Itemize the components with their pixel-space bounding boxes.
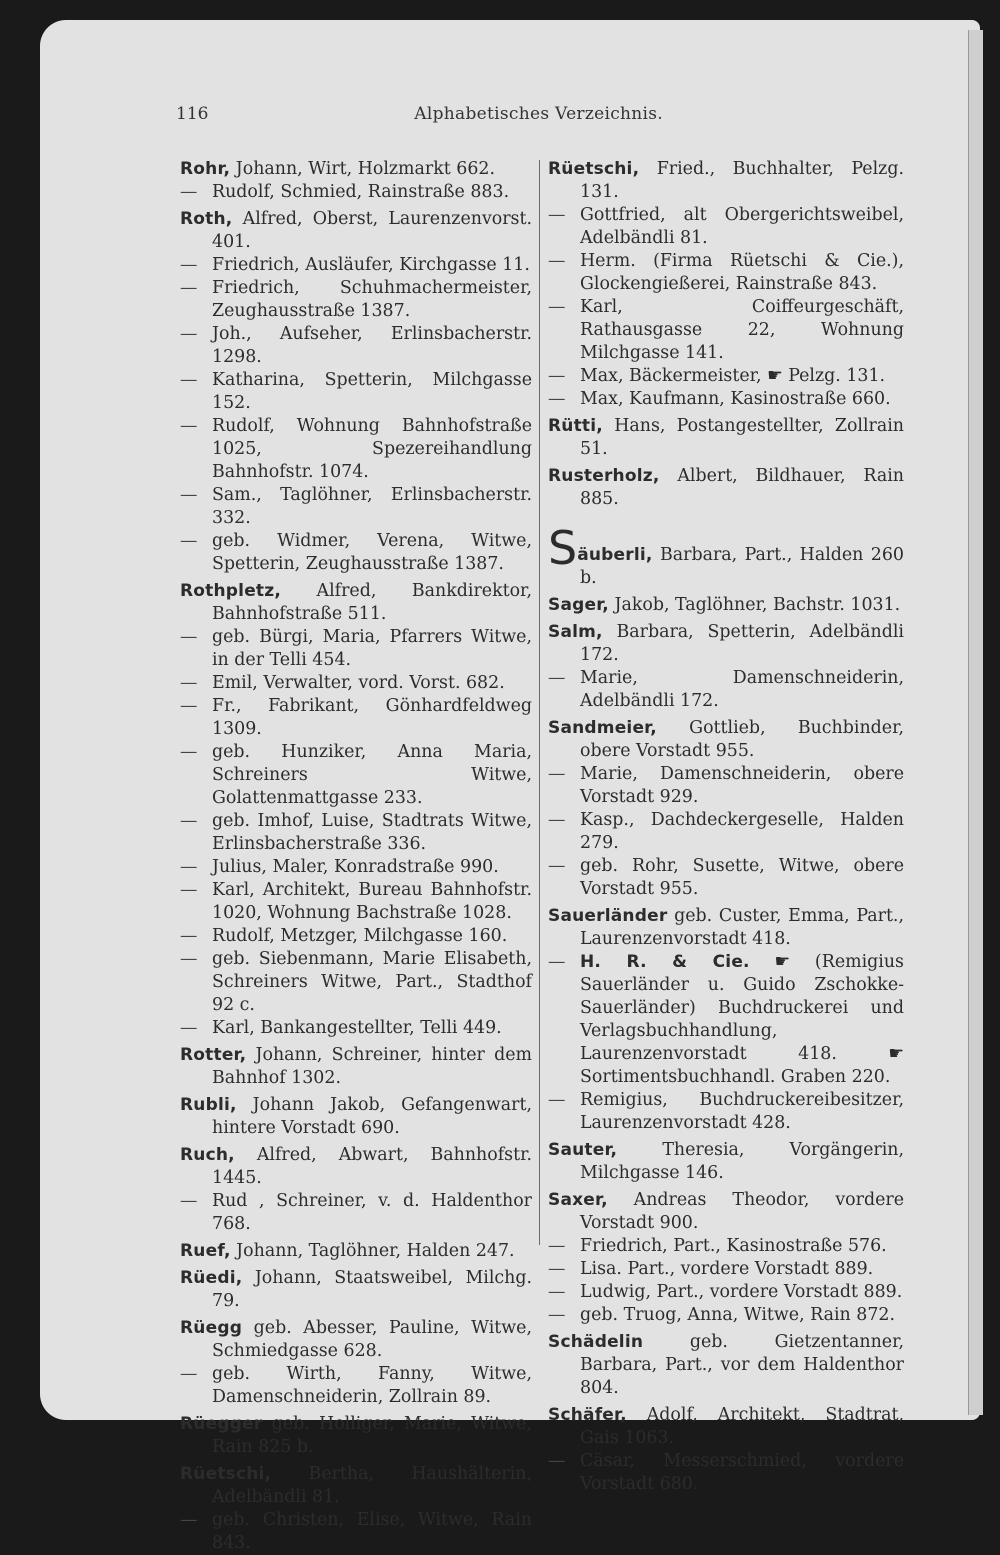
ditto-dash: — (180, 416, 198, 436)
ditto-dash: — (180, 324, 198, 344)
ditto-dash: — (180, 742, 198, 762)
ditto-dash: — (180, 696, 198, 716)
entry-details: Albert, Bildhauer, Rain 885. (580, 466, 904, 509)
ditto-dash: — (548, 856, 566, 876)
section-initial: S (548, 521, 578, 575)
directory-entry (180, 580, 532, 626)
directory-entry (548, 667, 904, 713)
directory-entry (548, 594, 904, 617)
entry-surname: Rubli, (180, 1095, 237, 1115)
directory-entry (548, 809, 904, 855)
directory-entry (548, 621, 904, 667)
directory-entry (180, 181, 532, 204)
entry-details: Cäsar, Messerschmied, vordere Vorstadt 680. (580, 1451, 904, 1494)
directory-entry (548, 158, 904, 204)
directory-entry (548, 365, 904, 388)
directory-entry (180, 484, 532, 530)
entry-details: ☛ (Remigius Sauerländer u. Guido Zschokke-Sauerländer) Buchdruckerei und Verlagsbuchhandlung, Laurenzenvorstadt 418. ☛ Sortimentsbuchhandl. Graben 220. (580, 952, 904, 1087)
entry-details: Katharina, Spetterin, Milchgasse 152. (212, 370, 532, 413)
entry-details: geb. Hunziker, Anna Maria, Schreiners Witwe, Golattenmattgasse 233. (212, 742, 532, 808)
directory-entry (180, 741, 532, 810)
ditto-dash: — (180, 811, 198, 831)
directory-entry (548, 951, 904, 1089)
entry-surname: Rüegg (180, 1318, 243, 1338)
ditto-dash: — (180, 1510, 198, 1530)
directory-entry (180, 254, 532, 277)
directory-entry (180, 626, 532, 672)
ditto-dash: — (548, 810, 566, 830)
entry-details: Remigius, Buchdruckereibesitzer, Laurenzenvorstadt 428. (580, 1090, 904, 1133)
entry-details: Sam., Taglöhner, Erlinsbacherstr. 332. (212, 485, 532, 528)
directory-entry (548, 1235, 904, 1258)
directory-entry (180, 1044, 532, 1090)
ditto-dash: — (180, 1018, 198, 1038)
entry-details: geb. Widmer, Verena, Witwe, Spetterin, Zeughausstraße 1387. (212, 531, 532, 574)
entry-details: Marie, Damenschneiderin, Adelbändli 172. (580, 668, 904, 711)
entry-surname: Saxer, (548, 1190, 608, 1210)
directory-entry (180, 879, 532, 925)
directory-entry (180, 1094, 532, 1140)
directory-entry (180, 1017, 532, 1040)
left-column (180, 158, 532, 1555)
entry-details: Rudolf, Metzger, Milchgasse 160. (212, 926, 508, 946)
entry-surname: Schäfer, (548, 1405, 627, 1425)
ditto-dash: — (548, 251, 566, 271)
ditto-dash: — (548, 1236, 566, 1256)
directory-entry (180, 415, 532, 484)
entry-details: Johann, Staatsweibel, Milchg. 79. (212, 1268, 532, 1311)
entry-details: Rudolf, Wohnung Bahnhofstraße 1025, Spezereihandlung Bahnhofstr. 1074. (212, 416, 532, 482)
ditto-dash: — (180, 627, 198, 647)
directory-entry (180, 277, 532, 323)
ditto-dash: — (180, 255, 198, 275)
entry-details: geb. Abesser, Pauline, Witwe, Schmiedgasse 628. (212, 1318, 532, 1361)
ditto-dash: — (548, 1282, 566, 1302)
entry-surname: Roth, (180, 209, 233, 229)
page-header (176, 104, 663, 128)
entry-details: Rudolf, Schmied, Rainstraße 883. (212, 182, 510, 202)
entry-details: Gottfried, alt Obergerichtsweibel, Adelbändli 81. (580, 205, 904, 248)
entry-details: Ludwig, Part., vordere Vorstadt 889. (580, 1282, 903, 1302)
directory-entry (548, 1089, 904, 1135)
entry-details: Andreas Theodor, vordere Vorstadt 900. (580, 1190, 904, 1233)
entry-surname: Sager, (548, 595, 609, 615)
entry-details: Gottlieb, Buchbinder, obere Vorstadt 955. (580, 718, 904, 761)
entry-surname: Sauerländer (548, 906, 668, 926)
entry-details: geb. Wirth, Fanny, Witwe, Damenschneiderin, Zollrain 89. (212, 1364, 532, 1407)
entry-details: Max, Bäckermeister, ☛ Pelzg. 131. (580, 366, 886, 386)
directory-entry (180, 323, 532, 369)
entry-surname: Ruef, (180, 1241, 231, 1261)
ditto-dash: — (548, 1451, 566, 1471)
entry-details: Bertha, Haushälterin, Adelbändli 81. (212, 1464, 532, 1507)
ditto-dash: — (548, 205, 566, 225)
entry-details: geb. Bürgi, Maria, Pfarrers Witwe, in der Telli 454. (212, 627, 532, 670)
entry-details: Fr., Fabrikant, Gönhardfeldweg 1309. (212, 696, 532, 739)
entry-surname: Rütti, (548, 416, 603, 436)
directory-entry (180, 925, 532, 948)
ditto-dash: — (548, 668, 566, 688)
entry-details: geb. Rohr, Susette, Witwe, obere Vorstadt 955. (580, 856, 904, 899)
entry-surname: Rüegger (180, 1414, 263, 1434)
ditto-dash: — (548, 764, 566, 784)
entry-details: Jakob, Taglöhner, Bachstr. 1031. (608, 595, 901, 615)
entry-details: geb. Siebenmann, Marie Elisabeth, Schreiners Witwe, Part., Stadthof 92 c. (212, 949, 532, 1015)
entry-details: Johann, Taglöhner, Halden 247. (230, 1241, 515, 1261)
entry-surname: Sauter, (548, 1140, 618, 1160)
directory-entry (180, 856, 532, 879)
ditto-dash: — (180, 1364, 198, 1384)
entry-details: Lisa. Part., vordere Vorstadt 889. (580, 1259, 874, 1279)
entry-details: geb. Imhof, Luise, Stadtrats Witwe, Erlinsbacherstraße 336. (212, 811, 532, 854)
directory-entry (180, 158, 532, 181)
entry-details: Friedrich, Schuhmachermeister, Zeughausstraße 1387. (212, 278, 532, 321)
ditto-dash: — (180, 1191, 198, 1211)
entry-surname: Schädelin (548, 1332, 644, 1352)
entry-surname: Rohr, (180, 159, 231, 179)
entry-details: Alfred, Bankdirektor, Bahnhofstraße 511. (212, 581, 532, 624)
entry-surname: Rüetschi, (548, 159, 640, 179)
directory-entry (548, 1281, 904, 1304)
ditto-dash: — (180, 880, 198, 900)
directory-entry (180, 1509, 532, 1555)
directory-entry (548, 415, 904, 461)
ditto-dash: — (548, 952, 566, 972)
running-title: Alphabetisches Verzeichnis. (414, 104, 663, 124)
directory-entry (180, 369, 532, 415)
entry-details: Friedrich, Part., Kasinostraße 576. (580, 1236, 887, 1256)
directory-entry (180, 810, 532, 856)
ditto-dash: — (180, 531, 198, 551)
entry-surname: äuberli, (577, 545, 653, 565)
entry-details: Hans, Postangestellter, Zollrain 51. (580, 416, 904, 459)
directory-entry (180, 1463, 532, 1509)
entry-surname: Rothpletz, (180, 581, 282, 601)
directory-entry (548, 717, 904, 763)
directory-entry (548, 855, 904, 901)
ditto-dash: — (180, 857, 198, 877)
entry-details: Karl, Coiffeurgeschäft, Rathausgasse 22, Wohnung Milchgasse 141. (580, 297, 904, 363)
directory-entry (180, 208, 532, 254)
entry-surname: Salm, (548, 622, 603, 642)
directory-entry (548, 905, 904, 951)
directory-entry (548, 296, 904, 365)
directory-entry (180, 1144, 532, 1190)
directory-entry (180, 1240, 532, 1263)
directory-entry (548, 250, 904, 296)
entry-surname: Rüetschi, (180, 1464, 272, 1484)
directory-entry (548, 204, 904, 250)
entry-details: Friedrich, Ausläufer, Kirchgasse 11. (212, 255, 530, 275)
ditto-dash: — (180, 926, 198, 946)
directory-entry (548, 521, 904, 590)
directory-entry (548, 1404, 904, 1450)
ditto-dash: — (548, 1305, 566, 1325)
directory-entry (548, 1139, 904, 1185)
ditto-dash: — (548, 1259, 566, 1279)
entry-details: Emil, Verwalter, vord. Vorst. 682. (212, 673, 505, 693)
directory-entry (548, 465, 904, 511)
ditto-dash: — (180, 485, 198, 505)
directory-entry (548, 1304, 904, 1327)
directory-entry (180, 1413, 532, 1459)
ditto-dash: — (180, 949, 198, 969)
ditto-dash: — (548, 1090, 566, 1110)
entry-details: Alfred, Oberst, Laurenzenvorst. 401. (212, 209, 532, 252)
entry-details: Kasp., Dachdeckergeselle, Halden 279. (580, 810, 904, 853)
directory-entry (548, 763, 904, 809)
directory-entry (548, 1189, 904, 1235)
entry-details: Fried., Buchhalter, Pelzg. 131. (580, 159, 904, 202)
directory-entry (180, 672, 532, 695)
directory-entry (548, 388, 904, 411)
directory-entry (180, 948, 532, 1017)
entry-details: Johann, Schreiner, hinter dem Bahnhof 1302. (212, 1045, 532, 1088)
column-divider (539, 160, 540, 1245)
entry-details: Karl, Architekt, Bureau Bahnhofstr. 1020, Wohnung Bachstraße 1028. (212, 880, 532, 923)
right-column (548, 158, 904, 1496)
directory-entry (548, 1450, 904, 1496)
entry-details: geb. Custer, Emma, Part., Laurenzenvorstadt 418. (580, 906, 904, 949)
entry-details: geb. Holliger, Marie, Witwe, Rain 825 b. (212, 1414, 532, 1457)
entry-details: Alfred, Abwart, Bahnhofstr. 1445. (212, 1145, 532, 1188)
entry-surname: Rotter, (180, 1045, 247, 1065)
directory-entry (180, 1190, 532, 1236)
entry-details: Herm. (Firma Rüetschi & Cie.), Glockengießerei, Rainstraße 843. (580, 251, 904, 294)
entry-surname: Ruch, (180, 1145, 235, 1165)
ditto-dash: — (180, 182, 198, 202)
entry-surname: Sandmeier, (548, 718, 657, 738)
entry-details: Karl, Bankangestellter, Telli 449. (212, 1018, 502, 1038)
entry-details: Theresia, Vorgängerin, Milchgasse 146. (580, 1140, 904, 1183)
entry-details: Adolf, Architekt, Stadtrat, Gais 1063. (580, 1405, 904, 1448)
entry-details: Barbara, Spetterin, Adelbändli 172. (580, 622, 904, 665)
entry-details: geb. Christen, Elise, Witwe, Rain 843. (212, 1510, 532, 1553)
entry-details: Johann Jakob, Gefangenwart, hintere Vorstadt 690. (212, 1095, 532, 1138)
directory-entry (180, 1267, 532, 1313)
ditto-dash: — (180, 278, 198, 298)
page-edge (968, 30, 983, 1415)
entry-surname: H. R. & Cie. (580, 952, 750, 972)
ditto-dash: — (548, 366, 566, 386)
ditto-dash: — (548, 297, 566, 317)
entry-details: Marie, Damenschneiderin, obere Vorstadt 929. (580, 764, 904, 807)
directory-entry (548, 1258, 904, 1281)
ditto-dash: — (180, 673, 198, 693)
entry-details: Max, Kaufmann, Kasinostraße 660. (580, 389, 891, 409)
entry-details: geb. Truog, Anna, Witwe, Rain 872. (580, 1305, 895, 1325)
entry-details: geb. Gietzentanner, Barbara, Part., vor dem Haldenthor 804. (580, 1332, 904, 1398)
directory-entry (180, 1317, 532, 1363)
entry-surname: Rusterholz, (548, 466, 660, 486)
ditto-dash: — (548, 389, 566, 409)
directory-entry (180, 1363, 532, 1409)
entry-details: Rud , Schreiner, v. d. Haldenthor 768. (212, 1191, 532, 1234)
ditto-dash: — (180, 370, 198, 390)
page-number: 116 (176, 104, 209, 124)
entry-details: Barbara, Part., Halden 260 b. (580, 545, 904, 588)
directory-entry (180, 530, 532, 576)
directory-entry (548, 1331, 904, 1400)
entry-details: Johann, Wirt, Holzmarkt 662. (230, 159, 496, 179)
directory-entry (180, 695, 532, 741)
entry-details: Julius, Maler, Konradstraße 990. (212, 857, 499, 877)
entry-details: Joh., Aufseher, Erlinsbacherstr. 1298. (212, 324, 532, 367)
entry-surname: Rüedi, (180, 1268, 243, 1288)
